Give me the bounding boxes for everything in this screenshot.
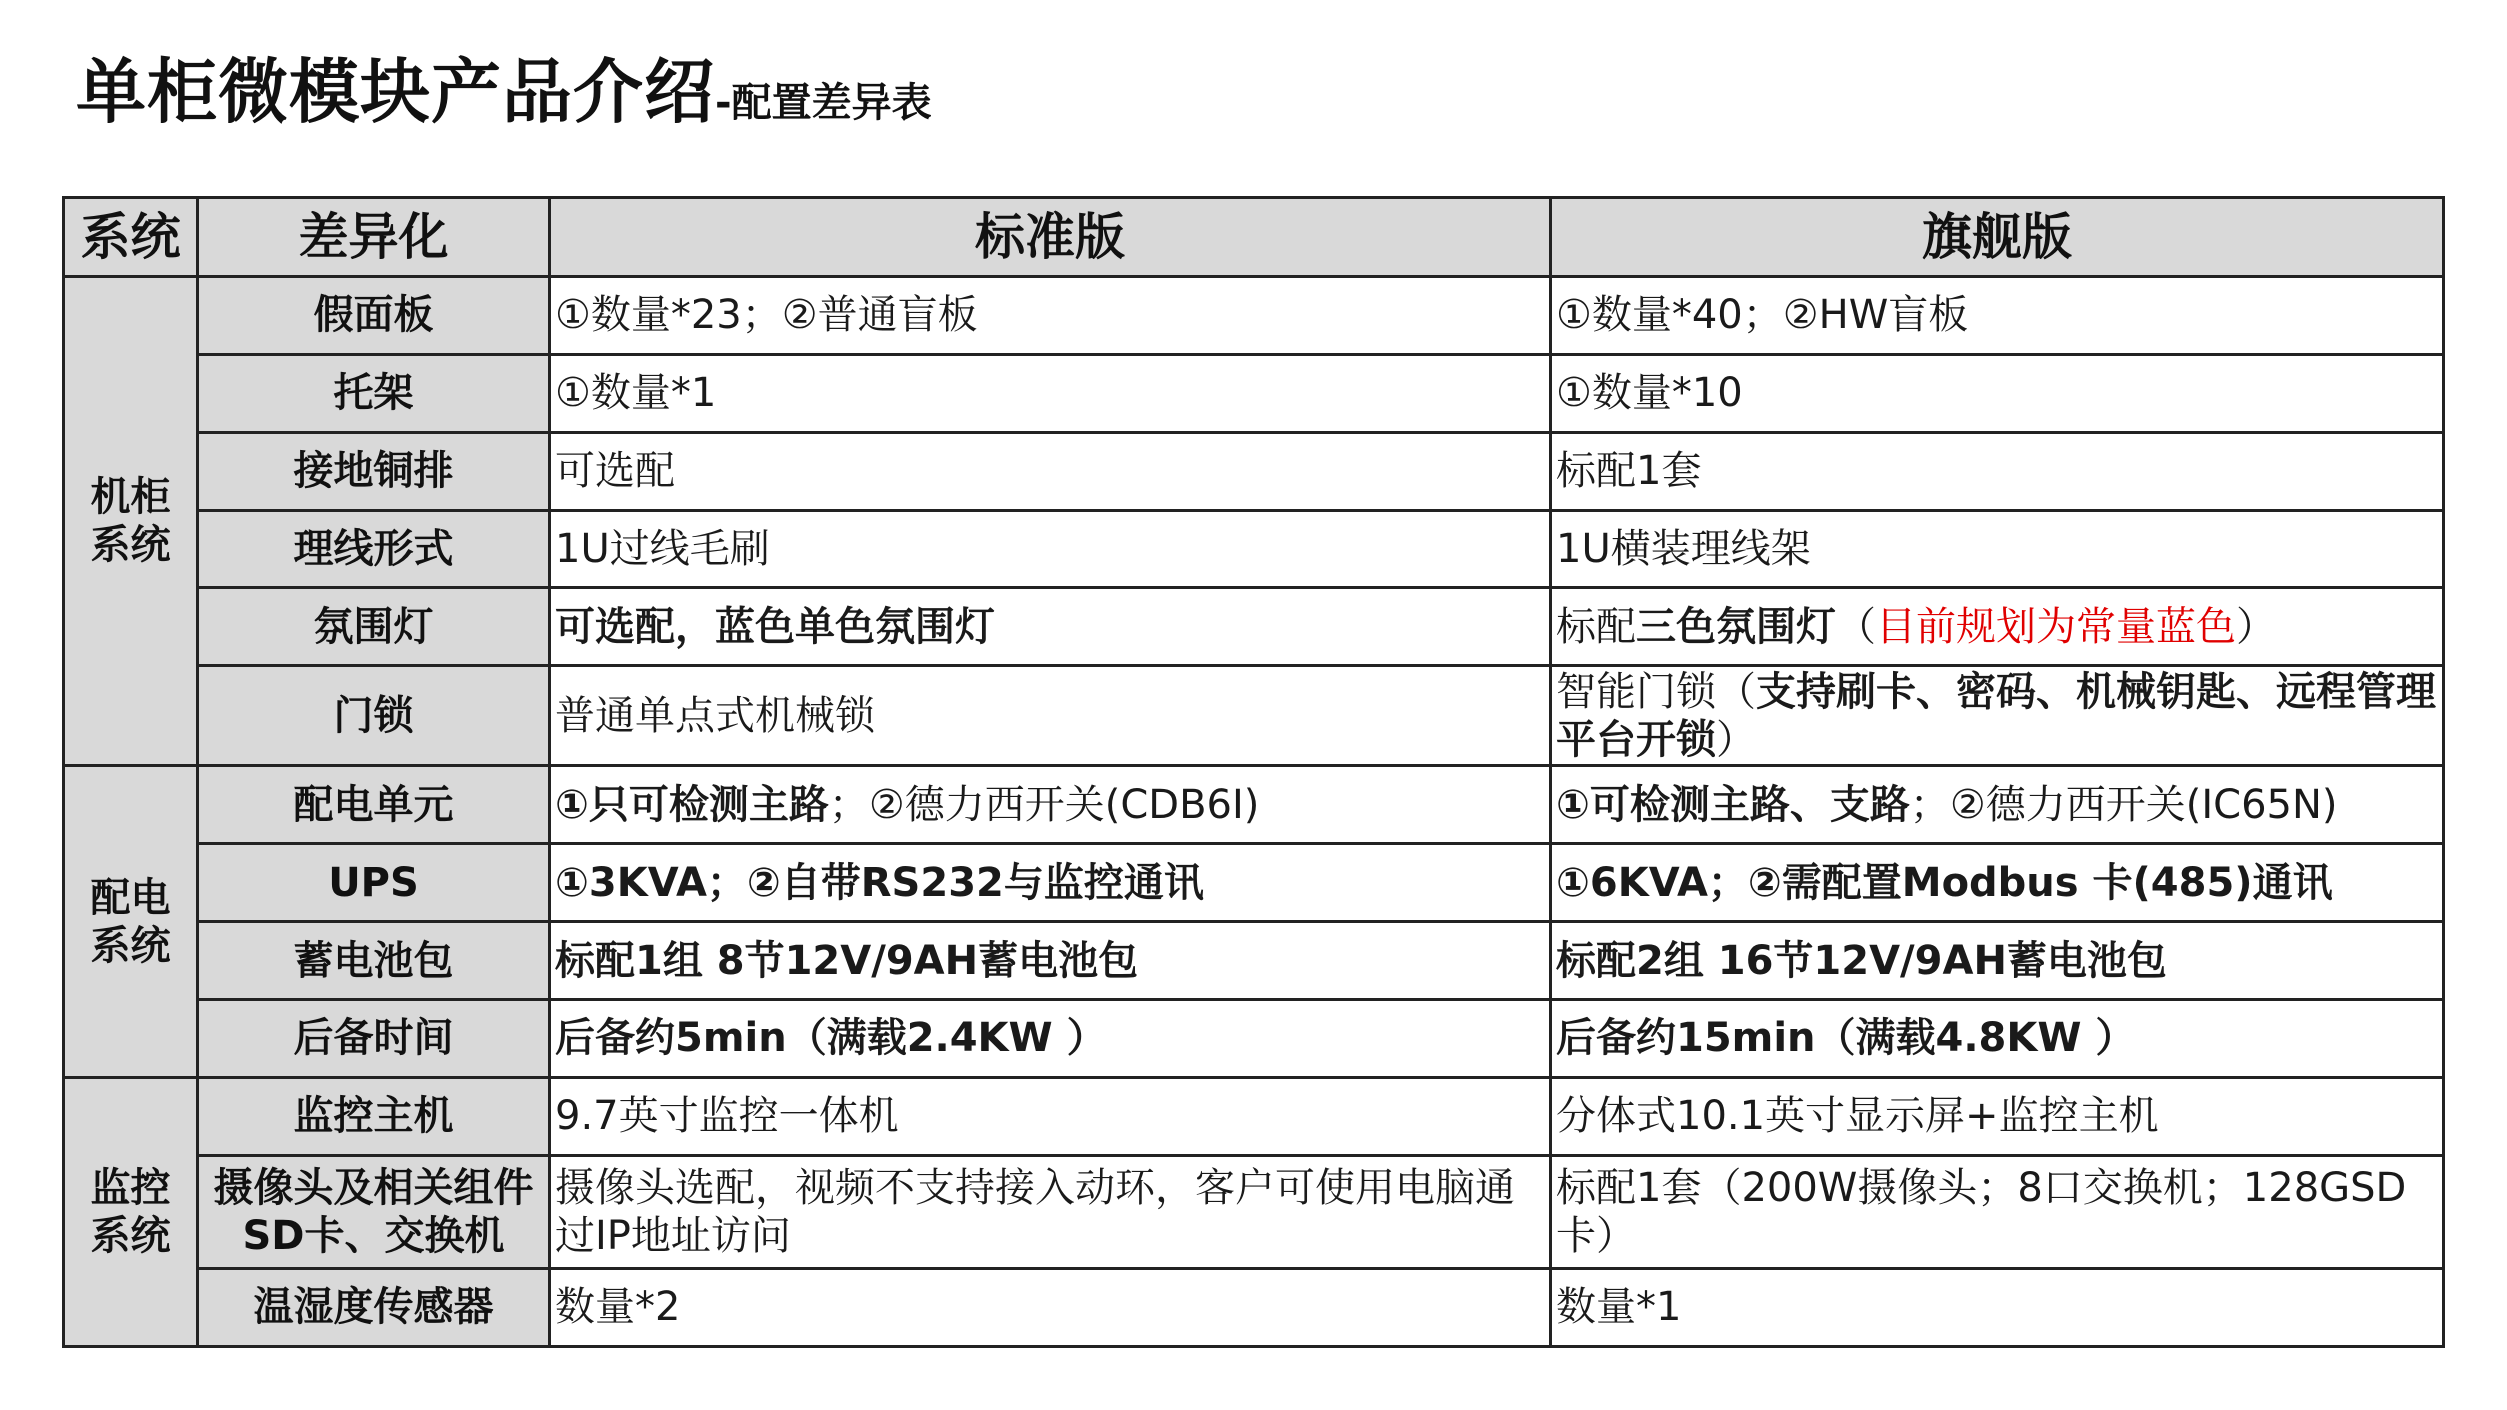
standard-value-cell	[550, 1077, 1551, 1155]
cell-text-run: ①6KVA；②需配置Modbus 卡(485)通讯	[1556, 859, 2333, 906]
standard-value-cell	[550, 1155, 1551, 1268]
cell-text-run: 可选配	[555, 448, 675, 495]
header-difference: 差异化	[198, 198, 550, 277]
config-diff-table	[62, 196, 2445, 1348]
cell-text-run: 标配	[1556, 603, 1636, 650]
cell-text-run: ①数量*10	[1556, 370, 1743, 417]
table-row	[64, 766, 2444, 844]
feature-cell: 蓄电池包	[198, 922, 550, 1000]
cell-text-run: ①数量*40；②HW盲板	[1556, 292, 1969, 339]
feature-cell: 配电单元	[198, 766, 550, 844]
feature-cell: 理线形式	[198, 510, 550, 588]
cell-text-run: 目前规划为常量蓝色	[1876, 603, 2236, 650]
table-row	[64, 510, 2444, 588]
flagship-value-cell	[1551, 1077, 2444, 1155]
feature-cell: 氛围灯	[198, 588, 550, 666]
header-flagship: 旗舰版	[1551, 198, 2444, 277]
system-group-cell: 机柜 系统	[64, 277, 198, 766]
flagship-value-cell	[1551, 766, 2444, 844]
table-row	[64, 922, 2444, 1000]
cell-text-run: 支持刷卡、密码、机械钥匙、远程管理平台开锁	[1556, 668, 2436, 763]
cell-text-run: ①只可检测主路	[555, 781, 829, 828]
feature-cell: 监控主机	[198, 1077, 550, 1155]
flagship-value-cell	[1551, 432, 2444, 510]
page-title	[76, 36, 932, 137]
header-standard: 标准版	[550, 198, 1551, 277]
cell-text-run: 智能门锁（	[1556, 668, 1756, 715]
table-header-row	[64, 198, 2444, 277]
standard-value-cell	[550, 844, 1551, 922]
cell-text-run: 分体式10.1英寸显示屏+监控主机	[1556, 1093, 2159, 1140]
cell-text-run: ①可检测主路、支路	[1556, 781, 1910, 828]
cell-text-run: 普通单点式机械锁	[555, 692, 875, 739]
cell-text-run: 1U横装理线架	[1556, 526, 1811, 572]
table-body	[64, 277, 2444, 1347]
standard-value-cell	[550, 766, 1551, 844]
cell-text-run: 后备约5min（满载2.4KW ）	[555, 1015, 1107, 1062]
flagship-value-cell	[1551, 588, 2444, 666]
cell-text-run: 数量*2	[555, 1284, 681, 1331]
cell-text-run: 摄像头选配，视频不支持接入动环，客户可使用电脑通过IP地址访问	[555, 1164, 1515, 1259]
flagship-value-cell	[1551, 354, 2444, 432]
feature-cell: 假面板	[198, 277, 550, 355]
feature-cell: 摄像头及相关组件 SD卡、交换机	[198, 1155, 550, 1268]
table-row	[64, 277, 2444, 355]
cell-text-run: 标配1套（200W摄像头；8口交换机；128GSD卡）	[1556, 1164, 2407, 1259]
table-row	[64, 588, 2444, 666]
feature-cell: 后备时间	[198, 999, 550, 1077]
flagship-value-cell	[1551, 277, 2444, 355]
flagship-value-cell	[1551, 666, 2444, 766]
table-row	[64, 1268, 2444, 1346]
cell-text-run: 标配1套	[1556, 448, 1702, 495]
standard-value-cell	[550, 922, 1551, 1000]
cell-text-run: 9.7英寸监控一体机	[555, 1093, 899, 1140]
cell-text-run: 数量*1	[1556, 1284, 1682, 1331]
table-row	[64, 844, 2444, 922]
feature-cell: UPS	[198, 844, 550, 922]
flagship-value-cell	[1551, 510, 2444, 588]
page-title-main: 单柜微模块产品介绍	[76, 51, 715, 133]
header-system: 系统	[64, 198, 198, 277]
table-row	[64, 999, 2444, 1077]
feature-cell: 接地铜排	[198, 432, 550, 510]
system-group-cell: 配电 系统	[64, 766, 198, 1077]
standard-value-cell	[550, 277, 1551, 355]
table-row	[64, 354, 2444, 432]
flagship-value-cell	[1551, 922, 2444, 1000]
table-row	[64, 666, 2444, 766]
standard-value-cell	[550, 588, 1551, 666]
flagship-value-cell	[1551, 999, 2444, 1077]
cell-text-run: ①3KVA；②自带RS232与监控通讯	[555, 859, 1204, 906]
flagship-value-cell	[1551, 1155, 2444, 1268]
flagship-value-cell	[1551, 1268, 2444, 1346]
cell-text-run: ；②德力西开关(CDB6I)	[828, 781, 1260, 828]
standard-value-cell	[550, 666, 1551, 766]
cell-text-run: 标配2组 16节12V/9AH蓄电池包	[1556, 937, 2167, 984]
cell-text-run: 标配1组 8节12V/9AH蓄电池包	[555, 937, 1139, 984]
cell-text-run: 三色氛围灯	[1636, 603, 1836, 650]
page-title-sub: -配置差异表	[715, 80, 932, 126]
standard-value-cell	[550, 354, 1551, 432]
cell-text-run: ）	[2236, 603, 2276, 650]
table-row	[64, 1155, 2444, 1268]
cell-text-run: 可选配，蓝色单色氛围灯	[555, 603, 995, 650]
feature-cell: 门锁	[198, 666, 550, 766]
cell-text-run: ①数量*1	[555, 370, 717, 417]
flagship-value-cell	[1551, 844, 2444, 922]
cell-text-run: （	[1836, 603, 1876, 650]
system-group-cell: 监控 系统	[64, 1077, 198, 1346]
standard-value-cell	[550, 999, 1551, 1077]
cell-text-run: ）	[1716, 716, 1756, 763]
standard-value-cell	[550, 432, 1551, 510]
table-row	[64, 432, 2444, 510]
cell-text-run: ；②德力西开关(IC65N)	[1909, 781, 2338, 828]
feature-cell: 托架	[198, 354, 550, 432]
cell-text-run: ①数量*23；②普通盲板	[555, 292, 978, 339]
feature-cell: 温湿度传感器	[198, 1268, 550, 1346]
standard-value-cell	[550, 510, 1551, 588]
cell-text-run: 1U过线毛刷	[555, 526, 770, 572]
standard-value-cell	[550, 1268, 1551, 1346]
cell-text-run: 后备约15min（满载4.8KW ）	[1556, 1015, 2136, 1062]
table-row	[64, 1077, 2444, 1155]
